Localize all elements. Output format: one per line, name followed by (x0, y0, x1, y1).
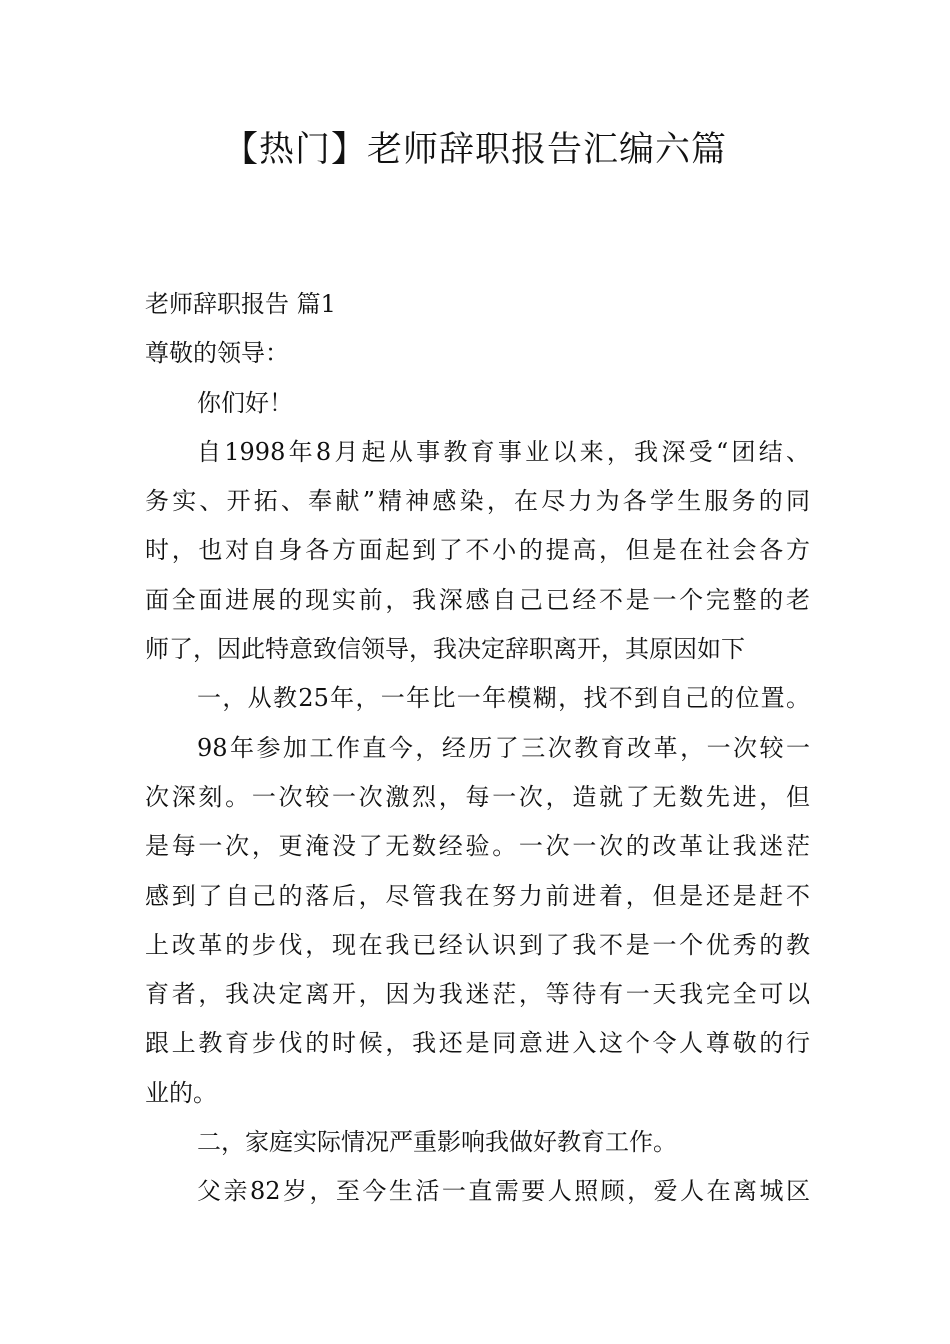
text-line: 务实、开拓、奉献”精神感染，在尽力为各学生服务的同 (145, 487, 810, 516)
text-line: 面全面进展的现实前，我深感自己已经不是一个完整的老 (145, 585, 810, 614)
text-line: 98年参加工作直今，经历了三次教育改革，一次较一 (197, 733, 810, 762)
text-line: 业的。 (145, 1078, 217, 1107)
text-line: 二，家庭实际情况严重影响我做好教育工作。 (197, 1128, 677, 1157)
document-title: 【热门】老师辞职报告汇编六篇 (222, 130, 727, 170)
text-line: 育者，我决定离开，因为我迷茫，等待有一天我完全可以 (145, 980, 810, 1009)
text-line: 是每一次，更淹没了无数经验。一次一次的改革让我迷茫 (145, 832, 810, 861)
document-body (145, 280, 810, 1217)
text-line: 你们好！ (197, 388, 293, 417)
text-line: 一，从教25年，一年比一年模糊，找不到自己的位置。 (197, 684, 810, 713)
text-line: 时，也对自身各方面起到了不小的提高，但是在社会各方 (145, 536, 810, 565)
text-line: 父亲82岁，至今生活一直需要人照顾，爱人在离城区 (197, 1177, 810, 1206)
text-line: 尊敬的领导： (145, 339, 289, 368)
text-line: 师了，因此特意致信领导，我决定辞职离开，其原因如下 (145, 635, 745, 664)
text-line: 老师辞职报告 篇1 (145, 290, 336, 318)
text-line: 次深刻。一次较一次激烈，每一次，造就了无数先进，但 (145, 782, 810, 811)
text-line: 自1998年8月起从事教育事业以来，我深受“团结、 (197, 437, 810, 466)
text-line: 感到了自己的落后，尽管我在努力前进着，但是还是赶不 (145, 881, 810, 910)
text-line: 跟上教育步伐的时候，我还是同意进入这个令人尊敬的行 (145, 1029, 810, 1058)
text-line: 上改革的步伐，现在我已经认识到了我不是一个优秀的教 (145, 930, 810, 959)
